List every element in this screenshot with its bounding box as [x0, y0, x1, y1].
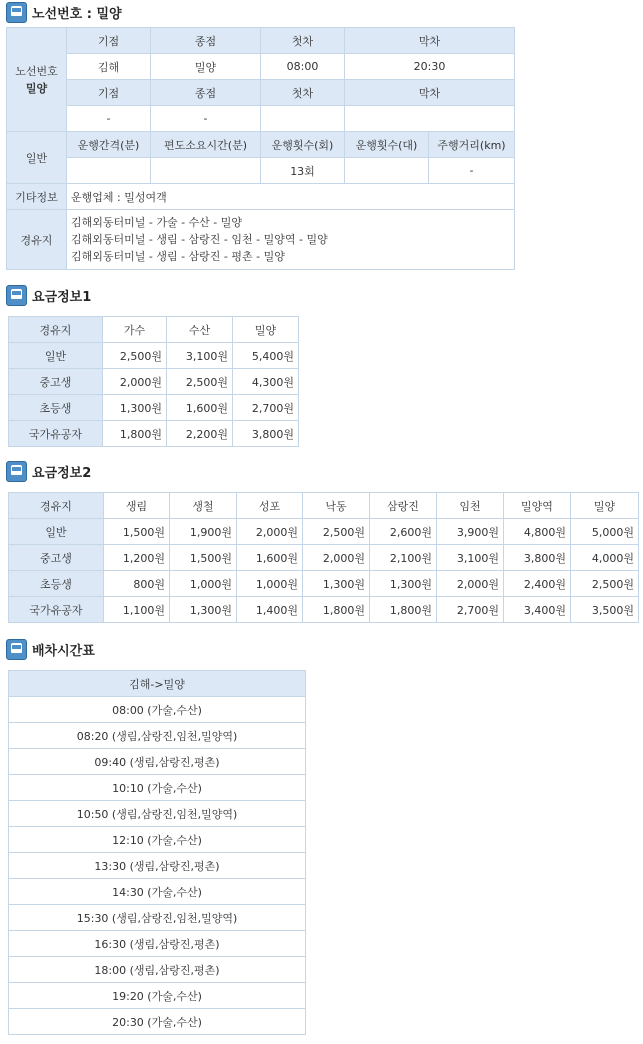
- route-name: 밀양: [25, 81, 48, 95]
- fare2-cell: 1,000원: [170, 571, 237, 597]
- schedule-row: 19:20 (가술,수산): [9, 983, 306, 1009]
- fare2-cell: 1,000원: [237, 571, 303, 597]
- fare2-row-label: 중고생: [9, 545, 104, 571]
- fare1-cell: 2,700원: [233, 395, 299, 421]
- route-number-label: 노선번호: [15, 64, 58, 78]
- fare2-col: 밀양: [571, 493, 639, 519]
- header-last-bus: 막차: [345, 28, 515, 54]
- fare1-section-header: [6, 284, 91, 306]
- fare2-cell: 1,800원: [303, 597, 370, 623]
- fare2-col: 임천: [437, 493, 504, 519]
- fare2-cell: 1,400원: [237, 597, 303, 623]
- vehicle-count-value: [345, 158, 429, 184]
- origin-value-2: -: [67, 106, 151, 132]
- schedule-row: 13:30 (생림,삼랑진,평촌): [9, 853, 306, 879]
- schedule-row: 10:50 (생림,삼랑진,임천,밀양역): [9, 801, 306, 827]
- bus-icon: [6, 285, 27, 306]
- fare1-row-label: 중고생: [9, 369, 103, 395]
- route-section-title: 노선번호 : 밀양: [32, 6, 122, 22]
- bus-icon: [6, 461, 27, 482]
- schedule-row: 08:20 (생림,삼랑진,임천,밀양역): [9, 723, 306, 749]
- fare2-col: 생철: [170, 493, 237, 519]
- via-route-3: 김해외동터미널 - 생림 - 삼랑진 - 평촌 - 밀양: [71, 250, 285, 263]
- fare2-cell: 2,600원: [370, 519, 437, 545]
- via-route-2: 김해외동터미널 - 생림 - 삼랑진 - 임천 - 밀양역 - 밀양: [71, 233, 328, 246]
- fare1-col: 밀양: [233, 317, 299, 343]
- fare1-cell: 2,500원: [167, 369, 233, 395]
- schedule-header: 김해->밀양: [9, 671, 306, 697]
- fare2-cell: 1,500원: [170, 545, 237, 571]
- fare2-cell: 2,400원: [504, 571, 571, 597]
- fare1-cell: 2,200원: [167, 421, 233, 447]
- fare1-cell: 1,300원: [103, 395, 167, 421]
- via-routes: [67, 210, 515, 270]
- fare1-section-title: 요금정보1: [32, 289, 92, 305]
- schedule-row: 10:10 (가술,수산): [9, 775, 306, 801]
- origin-value: 김해: [67, 54, 151, 80]
- fare2-cell: 2,700원: [437, 597, 504, 623]
- schedule-table: [8, 670, 306, 1035]
- distance-value: -: [429, 158, 515, 184]
- destination-value-2: -: [151, 106, 261, 132]
- fare1-cell: 5,400원: [233, 343, 299, 369]
- fare1-row-label: 국가유공자: [9, 421, 103, 447]
- fare2-cell: 800원: [104, 571, 170, 597]
- fare2-cell: 1,300원: [303, 571, 370, 597]
- schedule-row: 12:10 (가술,수산): [9, 827, 306, 853]
- schedule-row: 14:30 (가술,수산): [9, 879, 306, 905]
- fare2-cell: 2,500원: [571, 571, 639, 597]
- fare2-cell: 1,800원: [370, 597, 437, 623]
- fare2-row-label: 초등생: [9, 571, 104, 597]
- fare2-col: 성포: [237, 493, 303, 519]
- fare2-section-title: 요금정보2: [32, 465, 92, 481]
- via-label: 경유지: [7, 210, 67, 270]
- fare2-cell: 1,300원: [370, 571, 437, 597]
- first-bus-value-2: [261, 106, 345, 132]
- fare2-col: 밀양역: [504, 493, 571, 519]
- last-bus-value-2: [345, 106, 515, 132]
- route-section-header: [6, 1, 122, 23]
- fare2-cell: 3,100원: [437, 545, 504, 571]
- fare2-cell: 3,800원: [504, 545, 571, 571]
- fare1-table: [8, 316, 299, 447]
- fare2-col: 낙동: [303, 493, 370, 519]
- fare2-cell: 2,100원: [370, 545, 437, 571]
- fare1-cell: 3,100원: [167, 343, 233, 369]
- schedule-row: 16:30 (생림,삼랑진,평촌): [9, 931, 306, 957]
- header-vehicle-count: 운행횟수(대): [345, 132, 429, 158]
- fare2-cell: 4,000원: [571, 545, 639, 571]
- fare1-cell: 3,800원: [233, 421, 299, 447]
- travel-time-value: [151, 158, 261, 184]
- last-bus-value: 20:30: [345, 54, 515, 80]
- fare1-corner: 경유지: [9, 317, 103, 343]
- fare1-cell: 2,000원: [103, 369, 167, 395]
- fare2-cell: 2,000원: [437, 571, 504, 597]
- fare2-cell: 2,000원: [237, 519, 303, 545]
- fare2-cell: 4,800원: [504, 519, 571, 545]
- header-last-bus-2: 막차: [345, 80, 515, 106]
- header-travel-time: 편도소요시간(분): [151, 132, 261, 158]
- fare2-cell: 1,300원: [170, 597, 237, 623]
- fare2-row-label: 국가유공자: [9, 597, 104, 623]
- etc-label: 기타정보: [7, 184, 67, 210]
- schedule-row: 20:30 (가술,수산): [9, 1009, 306, 1035]
- header-first-bus: 첫차: [261, 28, 345, 54]
- header-destination: 종점: [151, 28, 261, 54]
- interval-value: [67, 158, 151, 184]
- fare1-cell: 4,300원: [233, 369, 299, 395]
- schedule-section-header: [6, 638, 95, 660]
- fare1-cell: 2,500원: [103, 343, 167, 369]
- fare2-cell: 1,200원: [104, 545, 170, 571]
- fare2-col: 생림: [104, 493, 170, 519]
- fare1-cell: 1,800원: [103, 421, 167, 447]
- fare2-corner: 경유지: [9, 493, 104, 519]
- fare2-cell: 2,000원: [303, 545, 370, 571]
- schedule-row: 09:40 (생림,삼랑진,평촌): [9, 749, 306, 775]
- header-origin-2: 기점: [67, 80, 151, 106]
- fare2-cell: 1,500원: [104, 519, 170, 545]
- header-interval: 운행간격(분): [67, 132, 151, 158]
- general-label: 일반: [7, 132, 67, 184]
- fare2-cell: 2,500원: [303, 519, 370, 545]
- fare1-row-label: 초등생: [9, 395, 103, 421]
- header-destination-2: 종점: [151, 80, 261, 106]
- via-route-1: 김해외동터미널 - 가술 - 수산 - 밀양: [71, 216, 243, 229]
- fare1-col: 수산: [167, 317, 233, 343]
- fare2-cell: 1,600원: [237, 545, 303, 571]
- route-info-table: [6, 27, 515, 270]
- schedule-row: 15:30 (생림,삼랑진,임천,밀양역): [9, 905, 306, 931]
- bus-icon: [6, 2, 27, 23]
- runs-count-value: 13회: [261, 158, 345, 184]
- fare2-cell: 1,900원: [170, 519, 237, 545]
- fare2-cell: 1,100원: [104, 597, 170, 623]
- fare2-col: 삼랑진: [370, 493, 437, 519]
- fare2-cell: 5,000원: [571, 519, 639, 545]
- fare2-table: [8, 492, 639, 623]
- fare1-col: 가수: [103, 317, 167, 343]
- destination-value: 밀양: [151, 54, 261, 80]
- fare2-cell: 3,400원: [504, 597, 571, 623]
- fare2-row-label: 일반: [9, 519, 104, 545]
- schedule-section-title: 배차시간표: [32, 643, 95, 659]
- fare2-cell: 3,900원: [437, 519, 504, 545]
- first-bus-value: 08:00: [261, 54, 345, 80]
- fare2-section-header: [6, 460, 91, 482]
- header-first-bus-2: 첫차: [261, 80, 345, 106]
- schedule-row: 18:00 (생림,삼랑진,평촌): [9, 957, 306, 983]
- header-origin: 기점: [67, 28, 151, 54]
- operator-value: 운행업체 : 밀성여객: [67, 184, 515, 210]
- schedule-row: 08:00 (가술,수산): [9, 697, 306, 723]
- bus-icon: [6, 639, 27, 660]
- fare2-cell: 3,500원: [571, 597, 639, 623]
- route-label-cell: [7, 28, 67, 132]
- fare1-cell: 1,600원: [167, 395, 233, 421]
- header-runs-count: 운행횟수(회): [261, 132, 345, 158]
- fare1-row-label: 일반: [9, 343, 103, 369]
- header-distance: 주행거리(km): [429, 132, 515, 158]
